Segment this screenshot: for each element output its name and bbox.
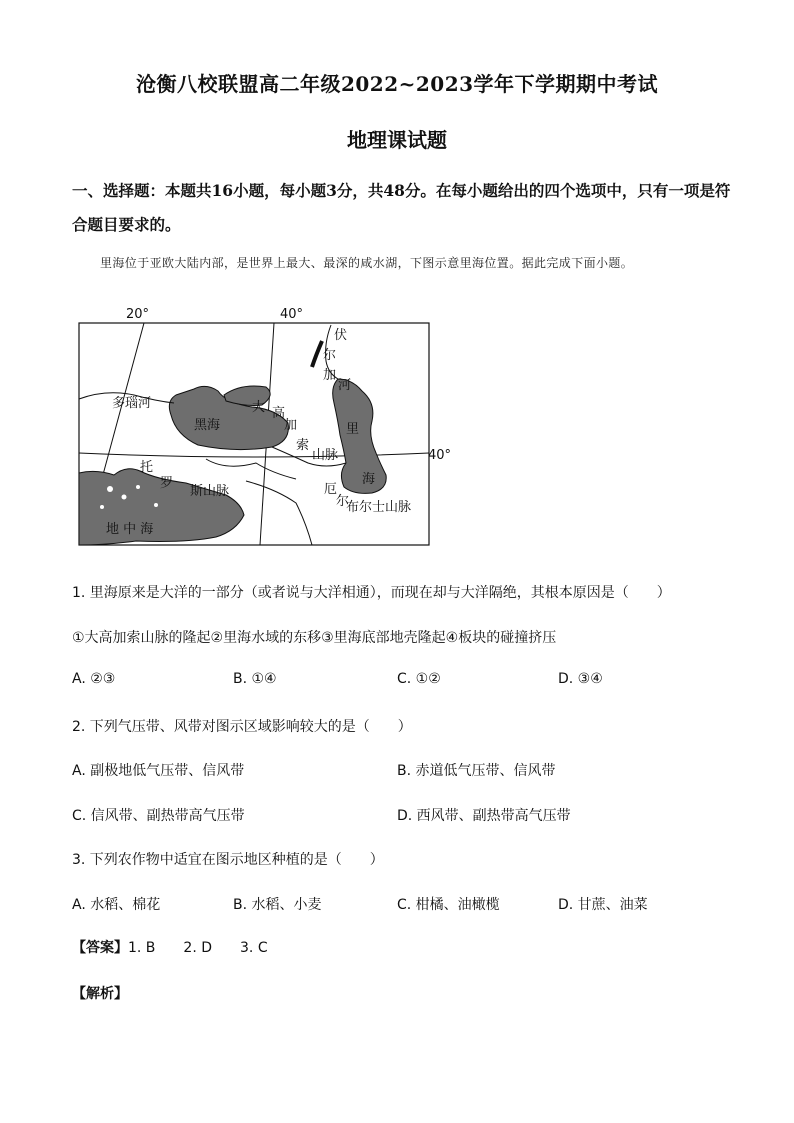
label-lat40: 40° <box>428 448 452 463</box>
question-1-stem: 1. 里海原来是大洋的一部分（或者说与大洋相通），而现在却与大洋隔绝，其根本原因是（ ） <box>72 585 671 601</box>
caspian-location-map <box>76 303 452 548</box>
label-caucasus: 加 <box>284 418 298 433</box>
label-caspian: 海 <box>362 472 376 487</box>
q3-option-a[interactable]: A. 水稻、棉花 <box>72 897 161 913</box>
section-heading: 一、选择题：本题共16小题，每小题3分，共48分。在每小题给出的四个选项中，只有一项是符合题目要求的。 <box>72 181 731 234</box>
label-black-sea: 黑海 <box>194 418 221 433</box>
question-2-stem: 2. 下列气压带、风带对图示区域影响较大的是（ ） <box>72 719 412 735</box>
q2-option-d[interactable]: D. 西风带、副热带高气压带 <box>397 808 571 824</box>
q2-option-a[interactable]: A. 副极地低气压带、信风带 <box>72 763 245 779</box>
q2-option-b[interactable]: B. 赤道低气压带、信风带 <box>397 763 556 779</box>
label-volga: 加 <box>323 368 337 383</box>
island <box>100 505 104 509</box>
q3-option-c[interactable]: C. 柑橘、油橄榄 <box>397 897 500 913</box>
label-caucasus: 索 <box>296 438 310 453</box>
q3-option-b[interactable]: B. 水稻、小麦 <box>233 897 322 913</box>
island <box>107 486 113 492</box>
turkey-coast <box>206 459 296 479</box>
q1-option-c[interactable]: C. ①② <box>397 671 441 687</box>
answer-3: 3. C <box>240 940 268 956</box>
q1-option-b[interactable]: B. ①④ <box>233 671 277 687</box>
analysis-heading: 【解析】 <box>72 986 128 1002</box>
q3-option-d[interactable]: D. 甘蔗、油菜 <box>558 897 648 913</box>
island <box>122 495 127 500</box>
label-volga: 伏 <box>334 328 348 343</box>
exam-subtitle: 地理课试题 <box>347 128 447 152</box>
island <box>136 485 140 489</box>
label-lon20: 20° <box>126 307 150 322</box>
question-3-stem: 3. 下列农作物中适宜在图示地区种植的是（ ） <box>72 852 384 868</box>
q1-option-d[interactable]: D. ③④ <box>558 671 603 687</box>
label-caspian: 里 <box>346 422 360 437</box>
island <box>154 503 158 507</box>
river-euphrates <box>246 481 312 545</box>
label-caucasus: 大 <box>252 400 266 415</box>
question-intro: 里海位于亚欧大陆内部，是世界上最大、最深的咸水湖，下图示意里海位置。据此完成下面小题。 <box>100 256 634 270</box>
label-elburz: 厄 <box>324 482 338 497</box>
answer-1: 1. B <box>128 940 156 956</box>
label-taurus: 托 <box>140 460 154 475</box>
label-elburz: 布尔士山脉 <box>346 500 412 515</box>
label-elburz: 尔 <box>336 494 350 509</box>
q1-option-a[interactable]: A. ②③ <box>72 671 116 687</box>
label-lon40: 40° <box>280 307 304 322</box>
question-1-statements: ①大高加索山脉的隆起②里海水域的东移③里海底部地壳隆起④板块的碰撞挤压 <box>72 630 557 646</box>
label-mediterranean: 地 中 海 <box>106 522 154 537</box>
label-taurus: 罗 <box>160 476 174 491</box>
exam-title: 沧衡八校联盟高二年级2022~2023学年下学期期中考试 <box>135 72 659 96</box>
label-volga: 尔 <box>323 348 337 363</box>
volga-reservoir <box>312 341 322 367</box>
label-volga: 河 <box>338 378 352 393</box>
label-taurus: 斯山脉 <box>190 484 230 499</box>
label-caucasus: 山脉 <box>312 448 339 463</box>
answer-2: 2. D <box>183 940 213 956</box>
label-danube: 多瑙河 <box>112 396 152 411</box>
answer-tag: 【答案】 <box>72 940 128 956</box>
caspian-sea <box>333 379 387 493</box>
q2-option-c[interactable]: C. 信风带、副热带高气压带 <box>72 808 245 824</box>
answer-line <box>72 937 268 957</box>
label-caucasus: 高 <box>272 406 286 421</box>
